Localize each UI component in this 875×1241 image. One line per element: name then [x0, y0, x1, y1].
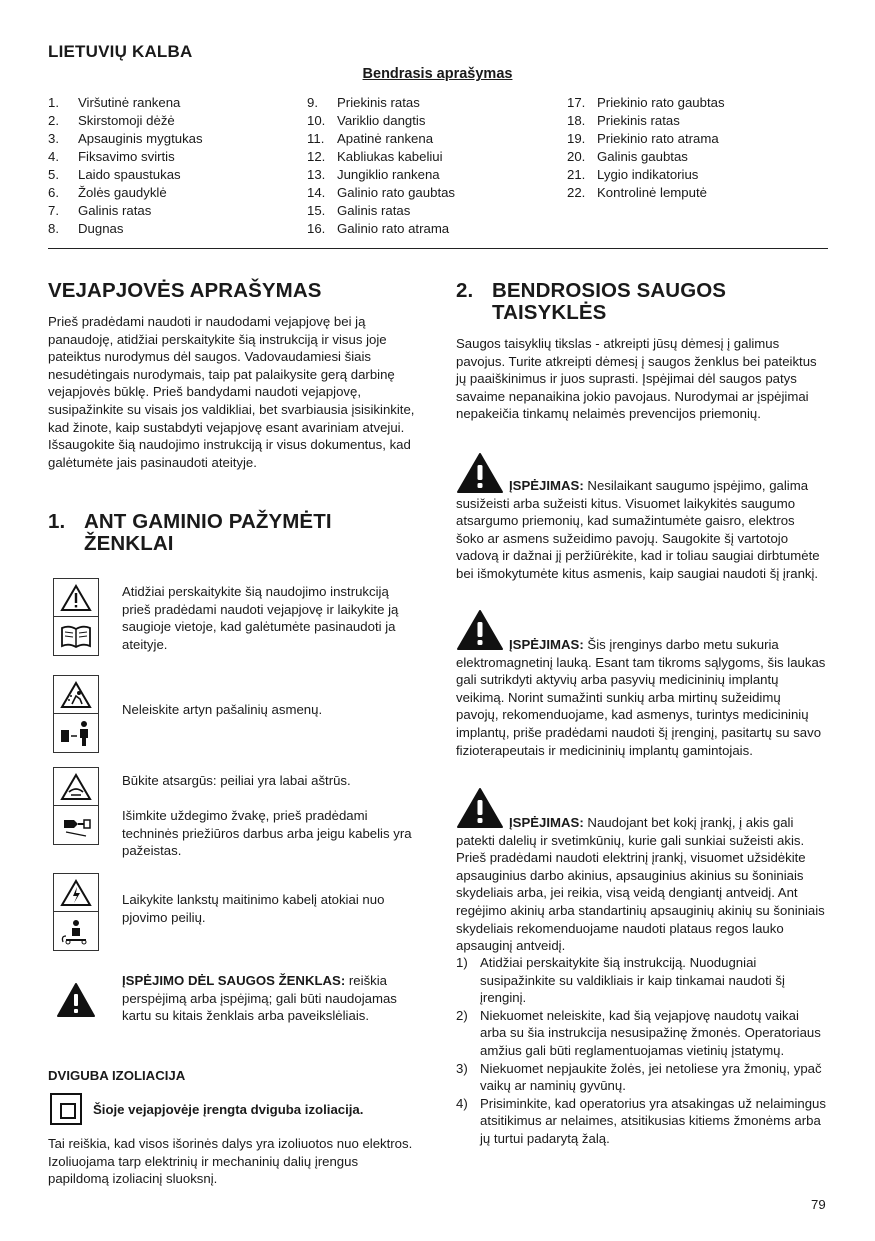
rule-text: Prisiminkite, kad operatorius yra atsakingas už nelaimingus atsitikimus ar nelaimes, atsitikusias kitiems žmonėms arba jų turtui padarytą žalą. [480, 1095, 826, 1146]
item-number: 1. [48, 95, 59, 110]
item-number: 12. [307, 149, 326, 164]
rule-text: Atidžiai perskaitykite šią instrukciją. Nuodugniai susipažinkite su valdikliais ir kaip tinkamai naudoti šį įrenginį. [480, 955, 785, 1006]
item-label: Galinis gaubtas [597, 149, 688, 164]
rule-number: 2) [456, 1007, 468, 1023]
safety-alert-label: ĮSPĖJIMO DĖL SAUGOS ŽENKLAS: [122, 973, 346, 988]
item-number: 17. [567, 95, 586, 110]
warning-paragraph-1 [456, 477, 826, 583]
item-label: Priekinis ratas [337, 95, 420, 110]
item-number: 21. [567, 167, 586, 182]
rule-number: 3) [456, 1060, 468, 1076]
section1-title: ANT GAMINIO PAŽYMĖTI ŽENKLAI [84, 510, 332, 555]
item-number: 10. [307, 113, 326, 128]
parts-heading [0, 66, 875, 84]
item-number: 20. [567, 149, 586, 164]
list-item [48, 202, 203, 220]
item-number: 4. [48, 149, 59, 164]
list-item [456, 1095, 828, 1148]
item-label: Priekinis ratas [597, 113, 680, 128]
list-item [567, 184, 725, 202]
double-insulation-icon [50, 1093, 82, 1125]
remove-plug-text: Išimkite uždegimo žvakę, prieš pradėdami techninės priežiūros darbus arba jeigu kabelis yra pažeistas. [122, 808, 412, 859]
item-label: Jungiklio rankena [337, 167, 440, 182]
item-number: 7. [48, 203, 59, 218]
list-item [48, 112, 203, 130]
item-label: Priekinio rato gaubtas [597, 95, 725, 110]
item-label: Skirstomoji dėžė [78, 113, 175, 128]
item-label: Kabliukas kabeliui [337, 149, 443, 164]
section2-number: 2. [456, 279, 474, 302]
list-item [307, 202, 455, 220]
list-item [48, 220, 203, 238]
read-manual-text: Atidžiai perskaitykite šią naudojimo instrukciją prieš pradėdami naudoti vejapjovę ir laikykite ją saugioje vietoje, kad galėtumėte pasinaudoti ja ateityje. [122, 584, 399, 652]
list-item [567, 130, 725, 148]
list-item [456, 1007, 828, 1060]
list-item [48, 184, 203, 202]
safety-alert-description: reiškia perspėjimą arba įspėjimą; gali būti naudojamas kartu su kitais ženklais arba paveikslėliais. [122, 973, 397, 1024]
bystanders-symbol [53, 675, 99, 753]
list-item [307, 220, 455, 238]
section2-heading [456, 280, 828, 324]
safety-alert-icon [56, 982, 96, 1023]
parts-list-col2 [307, 94, 455, 238]
warning-paragraph-3 [456, 814, 826, 955]
item-number: 6. [48, 185, 59, 200]
item-label: Variklio dangtis [337, 113, 426, 128]
item-label: Viršutinė rankena [78, 95, 181, 110]
item-number: 5. [48, 167, 59, 182]
item-label: Kontrolinė lemputė [597, 185, 707, 200]
list-item [567, 112, 725, 130]
read-manual-symbol [53, 578, 99, 656]
section1-number: 1. [48, 510, 66, 533]
section1-heading [48, 511, 418, 555]
item-label: Galinis ratas [78, 203, 152, 218]
electric-shock-icon [54, 874, 98, 912]
double-insulation-text: Tai reiškia, kad visos išorinės dalys yra izoliuotos nuo elektros. Izoliuojama tarp elektrinių ir mechaninių dalių įrengus papildomą izoliacinį sluoksnį. [48, 1136, 413, 1187]
thrown-objects-icon [54, 676, 98, 714]
rule-text: Niekuomet neleiskite, kad šią vejapjovę naudotų vaikai arba su šia instrukcija nesusipažinę žmonės. Operatoriaus amžius gali būti reglamentuojamas vietinių įstatymų. [480, 1007, 821, 1058]
parts-list-col3 [567, 94, 725, 202]
item-label: Galinis ratas [337, 203, 411, 218]
list-item [48, 148, 203, 166]
mower-cable-icon [54, 912, 98, 950]
warning-text: Nesilaikant saugumo įspėjimo, galima susižeisti arba sužeisti kitus. Visuomet laikykitės saugumo atsargumo priemonių, kad sumažintumėte gaisro, elektros šoko ar asmens sužeidimo pavojų. Saugokite šį vartotojo vadovą ir dažnai jį peržiūrėkite, kad ir toliau saugiai dirbtumėte bei išmokytumėte kitus asmenis, kaip saugiai naudoti šį įrankį. [456, 478, 820, 581]
list-item [567, 94, 725, 112]
sharp-blades-text: Būkite atsargūs: peiliai yra labai aštrūs. [122, 773, 351, 788]
warning-text: Šis įrenginys darbo metu sukuria elektromagnetinį lauką. Esant tam tikroms sąlygoms, šis laukas gali sutrikdyti aktyvių arba pasyvių medicininių implantų veikimą. Norint sumažinti sunkių arba mirtinų sužeidimų pavojų, rekomenduojame, kad asmenys, turintys medicininių implantų, priše pradėdami naudoti šį įrenginį, pasitartų su savo fizioterapeutais ir medicininių implantų gamintojais. [456, 637, 826, 758]
list-item [307, 130, 455, 148]
item-label: Laido spaustukas [78, 167, 181, 182]
list-item [307, 184, 455, 202]
safety-rules-list [456, 954, 828, 1148]
sharp-blades-symbol [53, 767, 99, 845]
warning-label: ĮSPĖJIMAS: [509, 637, 584, 652]
page-title: VEJAPJOVĖS APRAŠYMAS [48, 279, 322, 302]
item-number: 16. [307, 221, 326, 236]
item-number: 15. [307, 203, 326, 218]
warning-text: Naudojant bet kokį įrankį, į akis gali patekti dalelių ir svetimkūnių, kurie gali sunkiai sužeisti akis. Prieš pradėdami naudoti elektrinį įrankį, visuomet užsidėkite apsauginius darbo akinius, apsauginius akinius su šoniniais skydeliais arba, jei reikia, visą veidą dengiantį antveidį. Ant regėjimo akinių arba standartinių apsauginių akinių su šoniniais skydeliais rekomenduojame naudoti plataus regos lauko apsauginį antveidį. [456, 815, 825, 954]
item-label: Galinio rato gaubtas [337, 185, 456, 200]
keep-away-icon [54, 714, 98, 752]
parts-list-col1 [48, 94, 203, 238]
rule-number: 4) [456, 1095, 468, 1111]
rule-text: Niekuomet nepjaukite žolės, jei netoliese yra žmonių, ypač vaikų ar naminių gyvūnų. [480, 1060, 822, 1094]
sharp-blade-icon [54, 768, 98, 806]
warning-label: ĮSPĖJIMAS: [509, 815, 584, 830]
item-label: Priekinio rato atrama [597, 131, 719, 146]
divider [48, 248, 828, 249]
list-item [307, 148, 455, 166]
item-label: Galinio rato atrama [337, 221, 450, 236]
item-number: 18. [567, 113, 586, 128]
item-number: 8. [48, 221, 59, 236]
book-icon [54, 617, 98, 655]
intro-paragraph: Prieš pradėdami naudoti ir naudodami vejapjovę bei ją panaudoję, atidžiai perskaitykite šią instrukciją ir visus joje pateiktus nurodymus dėl saugos. Vadovaudamiesi šiais nesudėtingais nurodymais, taip pat palaikysite gerą darbinę vejapjovės būklę. Prieš bandydami naudoti vejapjovę, susipažinkite su visais jos valdikliai, bet svarbiausia įsisikinkite, kad žinote, kaip sustabdyti vejapjovę esant avariniam atvejui. Išsaugokite šią naudojimo instrukciją ir visus dokumentus, kad galėtumėte jais pasinaudoti ateityje. [48, 314, 415, 470]
item-number: 22. [567, 185, 586, 200]
item-number: 3. [48, 131, 59, 146]
item-label: Apsauginis mygtukas [78, 131, 203, 146]
item-label: Lygio indikatorius [597, 167, 699, 182]
page-number: 79 [811, 1197, 826, 1212]
cable-symbol [53, 873, 99, 951]
list-item [48, 130, 203, 148]
list-item [456, 1060, 828, 1095]
item-label: Žolės gaudyklė [78, 185, 167, 200]
list-item [307, 94, 455, 112]
item-label: Fiksavimo svirtis [78, 149, 175, 164]
warning-label: ĮSPĖJIMAS: [509, 478, 584, 493]
bystanders-text: Neleiskite artyn pašalinių asmenų. [122, 702, 323, 717]
double-insulation-label: Šioje vejapjovėje įrengta dviguba izoliacija. [93, 1102, 364, 1117]
safety-intro: Saugos taisyklių tikslas - atkreipti jūsų dėmesį į galimus pavojus. Turite atkreipti dėmesį į saugos ženklus bei pateiktus jų paaiškinimus ir juos suprasti. Įspėjimai dėl saugos patys savaime nepanaikina jokio pavojaus. Nurodymai ar įspėjimai nepakeičia tinkamų nelaimės prevencijos priemonių. [456, 336, 817, 422]
double-insulation-heading: DVIGUBA IZOLIACIJA [48, 1068, 186, 1083]
cable-text: Laikykite lankstų maitinimo kabelį atokiai nuo pjovimo peilių. [122, 892, 385, 925]
language-title: LIETUVIŲ KALBA [48, 42, 193, 61]
list-item [456, 954, 828, 1007]
item-number: 19. [567, 131, 586, 146]
item-number: 9. [307, 95, 318, 110]
rule-number: 1) [456, 955, 468, 970]
unplug-icon [54, 806, 98, 844]
item-number: 11. [307, 131, 325, 146]
safety-alert-text [122, 972, 417, 1025]
list-item [48, 166, 203, 184]
list-item [48, 94, 203, 112]
item-label: Apatinė rankena [337, 131, 434, 146]
section2-title: BENDROSIOS SAUGOS TAISYKLĖS [492, 279, 727, 324]
list-item [307, 112, 455, 130]
item-label: Dugnas [78, 221, 124, 236]
list-item [567, 166, 725, 184]
list-item [307, 166, 455, 184]
warning-paragraph-2 [456, 636, 826, 759]
parts-heading-text: Bendrasis aprašymas [362, 66, 513, 82]
item-number: 14. [307, 185, 326, 200]
item-number: 2. [48, 113, 59, 128]
warning-triangle-icon [54, 579, 98, 617]
list-item [567, 148, 725, 166]
item-number: 13. [307, 167, 326, 182]
